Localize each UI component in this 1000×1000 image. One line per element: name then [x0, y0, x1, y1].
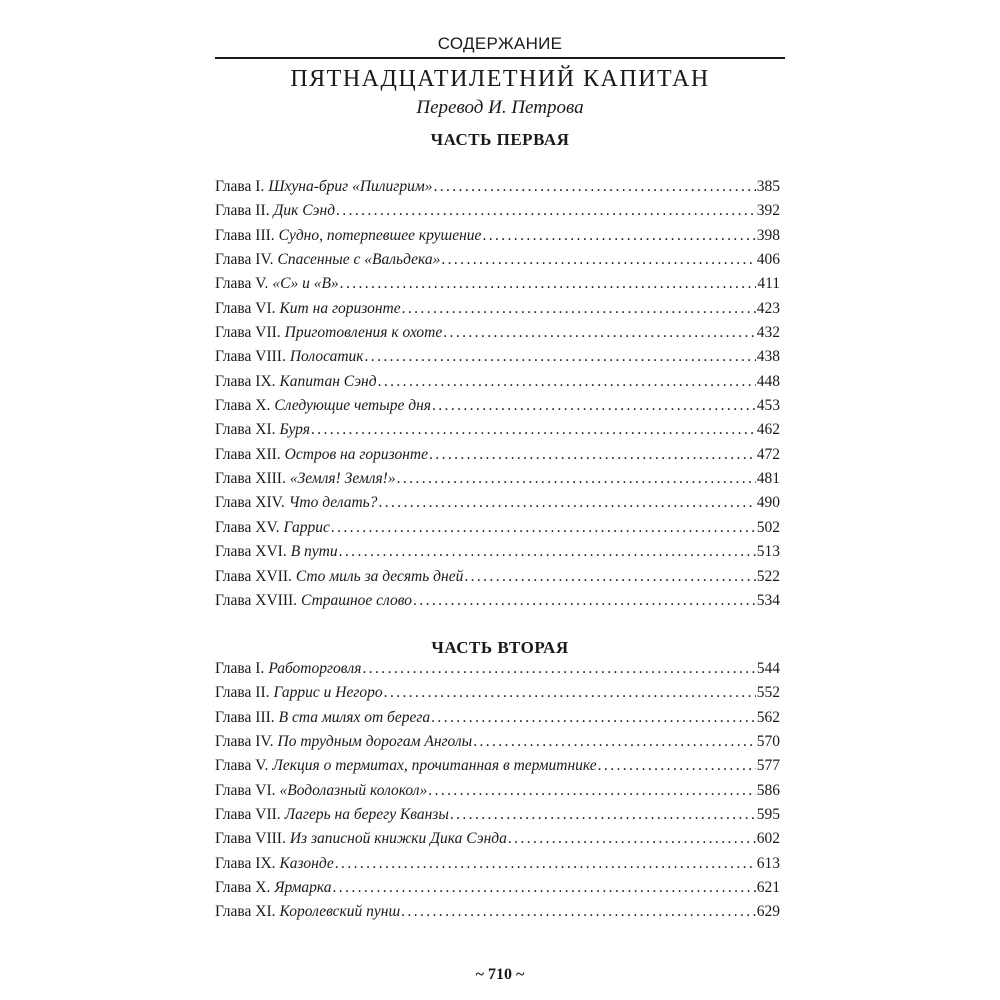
dot-leader [335, 855, 756, 873]
toc-entry [215, 568, 780, 592]
chapter-number: Глава VI. [215, 299, 276, 317]
chapter-page: 423 [756, 299, 780, 317]
chapter-number: Глава XIV. [215, 494, 285, 512]
toc-entry [215, 757, 780, 781]
chapter-page: 522 [756, 567, 780, 585]
part-two-heading: ЧАСТЬ ВТОРАЯ [431, 638, 569, 657]
toc-entry [215, 879, 780, 903]
chapter-number: Глава XI. [215, 903, 276, 921]
chapter-title: Капитан Сэнд [279, 372, 377, 390]
translator-credit: Перевод И. Петрова [416, 97, 584, 118]
chapter-page: 544 [756, 660, 780, 677]
chapter-page: 586 [756, 781, 780, 799]
dot-leader [433, 178, 755, 196]
chapter-number: Глава II. [215, 684, 270, 702]
chapter-number: Глава VII. [215, 806, 281, 824]
chapter-title: Дик Сэнд [273, 202, 336, 220]
part-two-toc [215, 660, 780, 928]
toc-entry [215, 543, 780, 567]
chapter-title: Из записной книжки Дика Сэнда [289, 830, 507, 848]
dot-leader [432, 397, 756, 415]
chapter-title: Буря [279, 421, 310, 439]
chapter-page: 385 [756, 178, 780, 195]
toc-entry [215, 227, 780, 251]
chapter-page: 490 [756, 494, 780, 512]
chapter-number: Глава X. [215, 879, 271, 897]
toc-entry [215, 782, 780, 806]
toc-entry [215, 446, 780, 470]
chapter-number: Глава VI. [215, 781, 276, 799]
toc-entry [215, 373, 780, 397]
chapter-title: Королевский пунш [279, 903, 401, 921]
chapter-number: Глава IX. [215, 854, 276, 872]
dot-leader [443, 324, 755, 342]
header-rule [215, 57, 785, 59]
chapter-page: 562 [756, 708, 780, 726]
toc-entry [215, 494, 780, 518]
chapter-number: Глава XI. [215, 421, 276, 439]
toc-entry [215, 348, 780, 372]
chapter-number: Глава III. [215, 708, 275, 726]
chapter-title: «Земля! Земля!» [289, 470, 396, 488]
toc-entry [215, 733, 780, 757]
dot-leader [441, 251, 755, 269]
dot-leader [402, 300, 756, 318]
chapter-page: 398 [756, 226, 780, 244]
dot-leader [378, 494, 755, 512]
chapter-title: Кит на горизонте [279, 299, 401, 317]
dot-leader [311, 421, 756, 439]
dot-leader [331, 519, 756, 537]
toc-entry [215, 519, 780, 543]
chapter-page: 406 [756, 251, 780, 269]
dot-leader [413, 592, 756, 610]
chapter-page: 552 [756, 684, 780, 702]
chapter-page: 595 [756, 806, 780, 824]
chapter-number: Глава XIII. [215, 470, 286, 488]
chapter-title: Следующие четыре дня [274, 397, 431, 415]
chapter-page: 411 [757, 275, 780, 293]
chapter-title: Остров на горизонте [284, 445, 429, 463]
chapter-page: 392 [756, 202, 780, 220]
book-title: ПЯТНАДЦАТИЛЕТНИЙ КАПИТАН [290, 66, 710, 92]
chapter-page: 513 [756, 543, 780, 561]
chapter-title: Гаррис и Негоро [273, 684, 383, 702]
chapter-title: «Водолазный колокол» [279, 781, 428, 799]
chapter-page: 432 [756, 324, 780, 342]
toc-entry [215, 684, 780, 708]
toc-entry [215, 592, 780, 616]
chapter-title: Гаррис [283, 518, 330, 536]
dot-leader [333, 879, 756, 897]
chapter-page: 438 [756, 348, 780, 366]
chapter-title: Спасенные с «Вальдека» [277, 251, 441, 269]
dot-leader [362, 660, 755, 678]
dot-leader [339, 543, 756, 561]
toc-entry [215, 178, 780, 202]
chapter-number: Глава III. [215, 226, 275, 244]
chapter-page: 481 [756, 470, 780, 488]
chapter-number: Глава IV. [215, 733, 274, 751]
chapter-number: Глава VIII. [215, 830, 286, 848]
chapter-page: 621 [756, 879, 780, 897]
toc-entry [215, 660, 780, 684]
dot-leader [464, 568, 755, 586]
chapter-title: Приготовления к охоте [284, 324, 443, 342]
chapter-number: Глава V. [215, 275, 269, 293]
dot-leader [378, 373, 756, 391]
toc-entry [215, 903, 780, 927]
running-head: СОДЕРЖАНИЕ [437, 34, 563, 53]
toc-entry [215, 421, 780, 445]
dot-leader [431, 709, 756, 727]
dot-leader [428, 782, 755, 800]
chapter-number: Глава VII. [215, 324, 281, 342]
chapter-title: Страшное слово [301, 591, 413, 609]
dot-leader [429, 446, 756, 464]
chapter-number: Глава VIII. [215, 348, 286, 366]
chapter-page: 602 [756, 830, 780, 848]
chapter-number: Глава I. [215, 178, 265, 195]
chapter-number: Глава IX. [215, 372, 276, 390]
dot-leader [336, 202, 756, 220]
dot-leader [401, 903, 756, 921]
toc-entry [215, 830, 780, 854]
page-number: ~ 710 ~ [475, 966, 525, 983]
chapter-title: «С» и «В» [272, 275, 339, 293]
chapter-page: 448 [756, 372, 780, 390]
chapter-page: 502 [756, 518, 780, 536]
chapter-number: Глава X. [215, 397, 271, 415]
chapter-number: Глава XVIII. [215, 591, 298, 609]
chapter-number: Глава XII. [215, 445, 281, 463]
toc-entry [215, 709, 780, 733]
chapter-title: Полосатик [289, 348, 364, 366]
chapter-title: Сто миль за десять дней [295, 567, 464, 585]
toc-entry [215, 855, 780, 879]
chapter-page: 570 [756, 733, 780, 751]
toc-entry [215, 251, 780, 275]
toc-entry [215, 806, 780, 830]
dot-leader [508, 830, 756, 848]
chapter-number: Глава XVI. [215, 543, 287, 561]
part-one-heading: ЧАСТЬ ПЕРВАЯ [430, 130, 570, 149]
chapter-title: В пути [290, 543, 338, 561]
toc-entry [215, 397, 780, 421]
chapter-number: Глава V. [215, 757, 269, 775]
toc-entry [215, 470, 780, 494]
dot-leader [397, 470, 756, 488]
chapter-number: Глава XV. [215, 518, 280, 536]
dot-leader [340, 275, 757, 293]
dot-leader [365, 348, 756, 366]
toc-entry [215, 202, 780, 226]
dot-leader [482, 227, 755, 245]
chapter-title: Лагерь на берегу Кванзы [284, 806, 449, 824]
chapter-page: 453 [756, 397, 780, 415]
chapter-page: 472 [756, 445, 780, 463]
chapter-title: Работорговля [268, 660, 362, 677]
toc-entry [215, 300, 780, 324]
chapter-title: Лекция о термитах, прочитанная в термитнике [272, 757, 597, 775]
chapter-title: По трудным дорогам Анголы [277, 733, 473, 751]
chapter-page: 629 [756, 903, 780, 921]
chapter-page: 534 [756, 591, 780, 609]
chapter-number: Глава I. [215, 660, 265, 677]
dot-leader [598, 757, 756, 775]
part-one-toc [215, 178, 780, 616]
chapter-number: Глава II. [215, 202, 270, 220]
dot-leader [473, 733, 756, 751]
chapter-page: 462 [756, 421, 780, 439]
chapter-number: Глава IV. [215, 251, 274, 269]
chapter-number: Глава XVII. [215, 567, 292, 585]
chapter-page: 613 [756, 854, 780, 872]
chapter-title: Шхуна-бриг «Пилигрим» [268, 178, 433, 195]
toc-entry [215, 275, 780, 299]
chapter-title: Казонде [279, 854, 334, 872]
chapter-page: 577 [756, 757, 780, 775]
toc-entry [215, 324, 780, 348]
chapter-title: В ста милях от берега [278, 708, 431, 726]
chapter-title: Судно, потерпевшее крушение [278, 226, 482, 244]
dot-leader [384, 684, 756, 702]
dot-leader [450, 806, 756, 824]
chapter-title: Что делать? [288, 494, 378, 512]
chapter-title: Ярмарка [274, 879, 332, 897]
